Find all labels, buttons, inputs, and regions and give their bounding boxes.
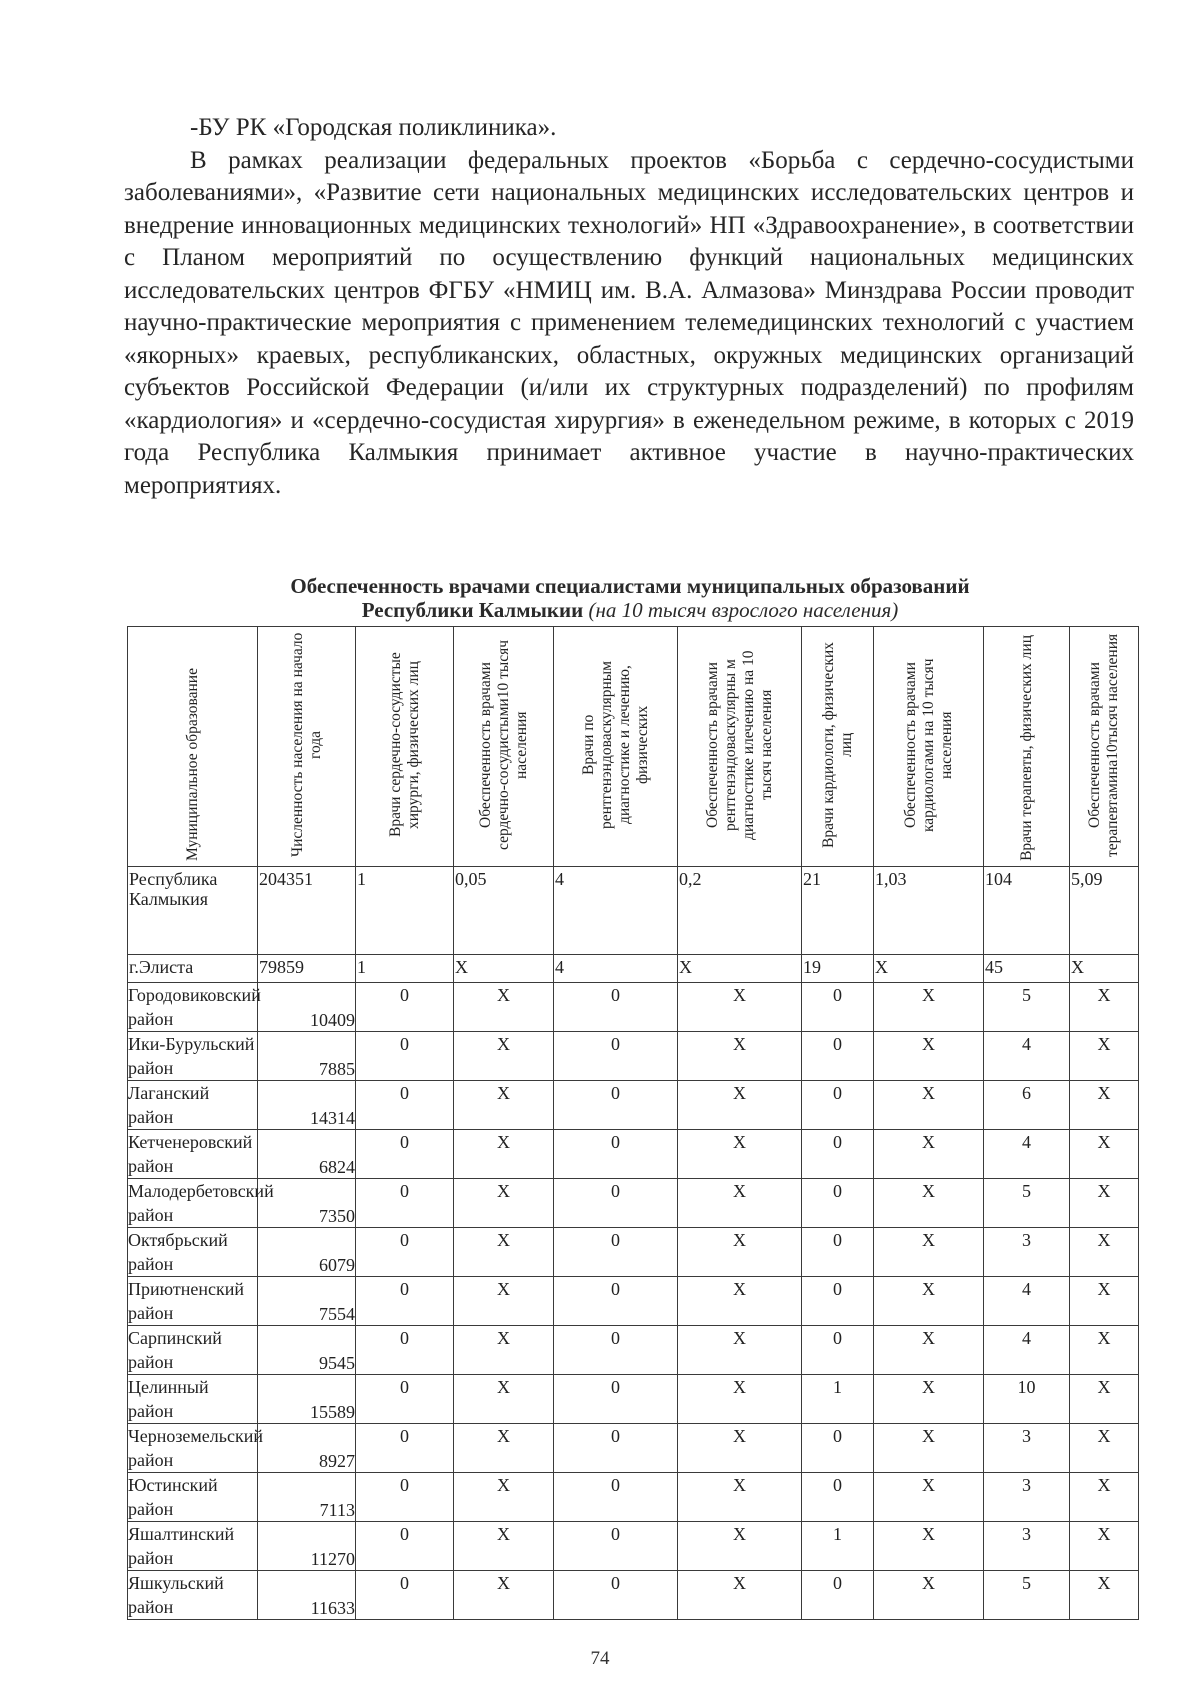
header-cardiologists: Врачи кардиологи, физических лиц	[802, 627, 874, 867]
population-value: 6824	[258, 1130, 356, 1179]
population-value: 14314	[258, 1081, 356, 1130]
table-cell: 0	[554, 1424, 678, 1473]
table-cell: X	[1070, 1424, 1139, 1473]
table-cell: X	[678, 1179, 802, 1228]
population-value: 8927	[258, 1424, 356, 1473]
table-cell: 0	[802, 1032, 874, 1081]
table-row	[128, 1571, 1139, 1620]
municipality-name: Яшкульский район	[128, 1571, 258, 1620]
table-cell: X	[678, 1277, 802, 1326]
table-cell: 0	[554, 1571, 678, 1620]
table-cell: 3	[984, 1473, 1070, 1522]
table-row-republic	[128, 867, 1139, 955]
table-cell: X	[678, 1522, 802, 1571]
table-cell: 0	[554, 1375, 678, 1424]
table-cell: 1	[802, 1522, 874, 1571]
table-cell: X	[678, 1375, 802, 1424]
table-cell: 0	[554, 1228, 678, 1277]
table-cell: X	[454, 1424, 554, 1473]
table-cell: 4	[984, 1277, 1070, 1326]
table-cell: 0	[802, 1326, 874, 1375]
table-cell: 0	[356, 1130, 454, 1179]
table-cell: 4	[984, 1326, 1070, 1375]
table-cell: 4	[984, 1032, 1070, 1081]
table-cell: 5	[984, 1571, 1070, 1620]
table-row	[128, 1032, 1139, 1081]
table-cell: 0	[554, 1473, 678, 1522]
table-cell: X	[454, 983, 554, 1032]
table-cell: 0	[802, 1473, 874, 1522]
table-cell: 0	[356, 1424, 454, 1473]
table-cell: 0	[356, 1522, 454, 1571]
population-value: 9545	[258, 1326, 356, 1375]
table-row-elista	[128, 955, 1139, 983]
municipality-name: Октябрьский район	[128, 1228, 258, 1277]
table-cell: X	[1070, 1130, 1139, 1179]
table-cell: 21	[802, 867, 874, 955]
population-value: 11633	[258, 1571, 356, 1620]
table-cell: X	[874, 1522, 984, 1571]
table-cell: X	[1070, 1228, 1139, 1277]
table-cell: X	[454, 1277, 554, 1326]
table-cell: 0	[356, 1228, 454, 1277]
table-cell: 0	[802, 1228, 874, 1277]
table-cell: 5	[984, 1179, 1070, 1228]
table-row	[128, 1081, 1139, 1130]
table-cell: X	[874, 955, 984, 983]
table-cell: X	[874, 1277, 984, 1326]
table-cell: 79859	[258, 955, 356, 983]
table-cell: X	[1070, 1375, 1139, 1424]
table-cell: 1	[356, 867, 454, 955]
header-therapists-rate: Обеспеченность врачами терапевтамина10тысяч населения	[1070, 627, 1139, 867]
table-cell: X	[1070, 1032, 1139, 1081]
municipality-name: Лаганский район	[128, 1081, 258, 1130]
table-cell: 4	[984, 1130, 1070, 1179]
table-cell: 10	[984, 1375, 1070, 1424]
table-cell: 0	[356, 1473, 454, 1522]
header-cardiac-surgeons-rate: Обеспеченность врачами сердечно-сосудистыми10 тысяч населения	[454, 627, 554, 867]
table-cell: 0	[356, 1032, 454, 1081]
table-row	[128, 1473, 1139, 1522]
table-cell: 5	[984, 983, 1070, 1032]
municipality-name: Малодербетовский район	[128, 1179, 258, 1228]
population-value: 11270	[258, 1522, 356, 1571]
table-row	[128, 1326, 1139, 1375]
table-subtitle: (на 10 тысяч взрослого населения)	[588, 598, 899, 622]
table-cell: X	[874, 1424, 984, 1473]
table-title	[130, 574, 1130, 622]
table-cell: X	[874, 1032, 984, 1081]
table-cell: 4	[554, 955, 678, 983]
table-cell: X	[454, 1522, 554, 1571]
table-cell: X	[1070, 1277, 1139, 1326]
table-cell: X	[678, 1424, 802, 1473]
table-row	[128, 1277, 1139, 1326]
body-text	[124, 112, 1134, 502]
table-cell: X	[678, 1130, 802, 1179]
table-cell: X	[454, 1326, 554, 1375]
table-cell: 0	[802, 983, 874, 1032]
table-cell: X	[454, 1473, 554, 1522]
table-cell: 0	[802, 1571, 874, 1620]
population-value: 7113	[258, 1473, 356, 1522]
table-cell: X	[874, 1326, 984, 1375]
table-title-line-1: Обеспеченность врачами специалистами муниципальных образований	[290, 574, 970, 598]
table-cell: 1	[802, 1375, 874, 1424]
municipality-name: Сарпинский район	[128, 1326, 258, 1375]
table-header-row	[128, 627, 1139, 867]
table-cell: X	[1070, 983, 1139, 1032]
table-cell: 0	[554, 1032, 678, 1081]
table-cell: 0,2	[678, 867, 802, 955]
table-cell: 0	[554, 1081, 678, 1130]
table-cell: 0	[554, 1130, 678, 1179]
population-value: 7554	[258, 1277, 356, 1326]
population-value: 15589	[258, 1375, 356, 1424]
table-cell: X	[678, 1228, 802, 1277]
table-cell: X	[678, 1473, 802, 1522]
table-row	[128, 1375, 1139, 1424]
table-cell: 3	[984, 1228, 1070, 1277]
table-cell: 0	[356, 1277, 454, 1326]
table-cell: 0	[554, 1179, 678, 1228]
header-cardiologists-rate: Обеспеченность врачами кардиологами на 10 тысяч населения	[874, 627, 984, 867]
table-cell: 0	[554, 983, 678, 1032]
municipality-name: Юстинский район	[128, 1473, 258, 1522]
table-cell: 19	[802, 955, 874, 983]
header-cardiac-surgeons: Врачи сердечно-сосудистые хирурги, физических лиц	[356, 627, 454, 867]
table-cell: X	[454, 1032, 554, 1081]
municipality-name: Приютненский район	[128, 1277, 258, 1326]
intro-line: -БУ РК «Городская поликлиника».	[190, 114, 557, 141]
table-cell: 3	[984, 1522, 1070, 1571]
table-cell: X	[874, 1081, 984, 1130]
table-cell: X	[1070, 1522, 1139, 1571]
table-cell: X	[454, 1179, 554, 1228]
population-value: 6079	[258, 1228, 356, 1277]
table-cell: 0	[802, 1424, 874, 1473]
municipality-name: Черноземельский район	[128, 1424, 258, 1473]
table-title-region: Республики Калмыкии	[361, 598, 584, 622]
municipality-name: Республика Калмыкия	[128, 867, 258, 955]
table-cell: X	[678, 1081, 802, 1130]
header-therapists: Врачи терапевты, физических лиц	[984, 627, 1070, 867]
table-cell: 0	[802, 1179, 874, 1228]
table-cell: 5,09	[1070, 867, 1139, 955]
header-population: Численность населения на начало года	[258, 627, 356, 867]
table-cell: 3	[984, 1424, 1070, 1473]
population-value: 10409	[258, 983, 356, 1032]
table-cell: 0	[356, 983, 454, 1032]
table-cell: 0	[554, 1522, 678, 1571]
page-number: 74	[590, 1648, 610, 1669]
table-cell: X	[874, 1473, 984, 1522]
header-endovascular-rate: Обеспеченность врачами рентгенэндоваскулярны м диагностике илечению на 10 тысяч населения	[678, 627, 802, 867]
table-cell: 0	[356, 1326, 454, 1375]
population-value: 7350	[258, 1179, 356, 1228]
table-row	[128, 983, 1139, 1032]
table-cell: 0	[802, 1081, 874, 1130]
table-cell: X	[454, 955, 554, 983]
municipality-name: Кетченеровский район	[128, 1130, 258, 1179]
municipality-name: Городовиковский район	[128, 983, 258, 1032]
municipality-name: г.Элиста	[128, 955, 258, 983]
table-cell: X	[678, 1571, 802, 1620]
table-cell: X	[874, 1228, 984, 1277]
table-cell: X	[874, 1571, 984, 1620]
table-cell: 6	[984, 1081, 1070, 1130]
table-cell: X	[678, 1032, 802, 1081]
table-cell: X	[1070, 955, 1139, 983]
table-cell: X	[1070, 1081, 1139, 1130]
table-cell: X	[1070, 1473, 1139, 1522]
table-row	[128, 1228, 1139, 1277]
table-cell: 1,03	[874, 867, 984, 955]
table-cell: 0	[554, 1277, 678, 1326]
table-cell: X	[1070, 1326, 1139, 1375]
table-cell: 104	[984, 867, 1070, 955]
table-cell: 0	[554, 1326, 678, 1375]
table-cell: 1	[356, 955, 454, 983]
table-row	[128, 1522, 1139, 1571]
table-cell: X	[678, 983, 802, 1032]
table-cell: X	[1070, 1571, 1139, 1620]
table-cell: X	[874, 1179, 984, 1228]
table-cell: X	[454, 1081, 554, 1130]
table-cell: X	[874, 983, 984, 1032]
municipality-name: Ики-Бурульский район	[128, 1032, 258, 1081]
municipality-name: Целинный район	[128, 1375, 258, 1424]
municipality-name: Яшалтинский район	[128, 1522, 258, 1571]
table-cell: 0	[356, 1375, 454, 1424]
table-cell: X	[454, 1228, 554, 1277]
table-cell: X	[1070, 1179, 1139, 1228]
table-cell: 0	[356, 1571, 454, 1620]
table-cell: X	[874, 1375, 984, 1424]
table-row	[128, 1424, 1139, 1473]
table-cell: 0	[802, 1130, 874, 1179]
table-cell: 45	[984, 955, 1070, 983]
table-cell: 0,05	[454, 867, 554, 955]
table-cell: 0	[802, 1277, 874, 1326]
table-cell: X	[678, 955, 802, 983]
table-row	[128, 1179, 1139, 1228]
table-cell: 204351	[258, 867, 356, 955]
header-municipality: Муниципальное образование	[128, 627, 258, 867]
table-cell: X	[454, 1571, 554, 1620]
population-value: 7885	[258, 1032, 356, 1081]
table-cell: X	[678, 1326, 802, 1375]
table-title-line-2	[130, 598, 1130, 622]
table-cell: X	[454, 1130, 554, 1179]
table-cell: X	[874, 1130, 984, 1179]
header-endovascular: Врачи по рентгенэндоваскулярным диагностике и лечению, физических	[554, 627, 678, 867]
table-cell: 4	[554, 867, 678, 955]
table-cell: 0	[356, 1081, 454, 1130]
table-cell: X	[454, 1375, 554, 1424]
table-row	[128, 1130, 1139, 1179]
body-paragraph: В рамках реализации федеральных проектов «Борьба с сердечно-сосудистыми заболеваниями», «Развитие сети национальных медицинских исследовательских центров и внедрение инновационных медицинских технологий» НП «Здравоохранение», в соответствии с Планом мероприятий по осуществлению функций национальных медицинских исследовательских центров ФГБУ «НМИЦ им. В.А. Алмазова» Минздрава России проводит научно-практические мероприятия с применением телемедицинских технологий с участием «якорных» краевых, республиканских, областных, окружных медицинских организаций субъектов Российской Федерации (и/или их структурных подразделений) по профилям «кардиология» и «сердечно-сосудистая хирургия» в еженедельном режиме, в которых с 2019 года Республика Калмыкия принимает активное участие в научно-практических мероприятиях.	[124, 146, 1134, 499]
table-cell: 0	[356, 1179, 454, 1228]
physician-coverage-table	[127, 626, 1139, 1620]
